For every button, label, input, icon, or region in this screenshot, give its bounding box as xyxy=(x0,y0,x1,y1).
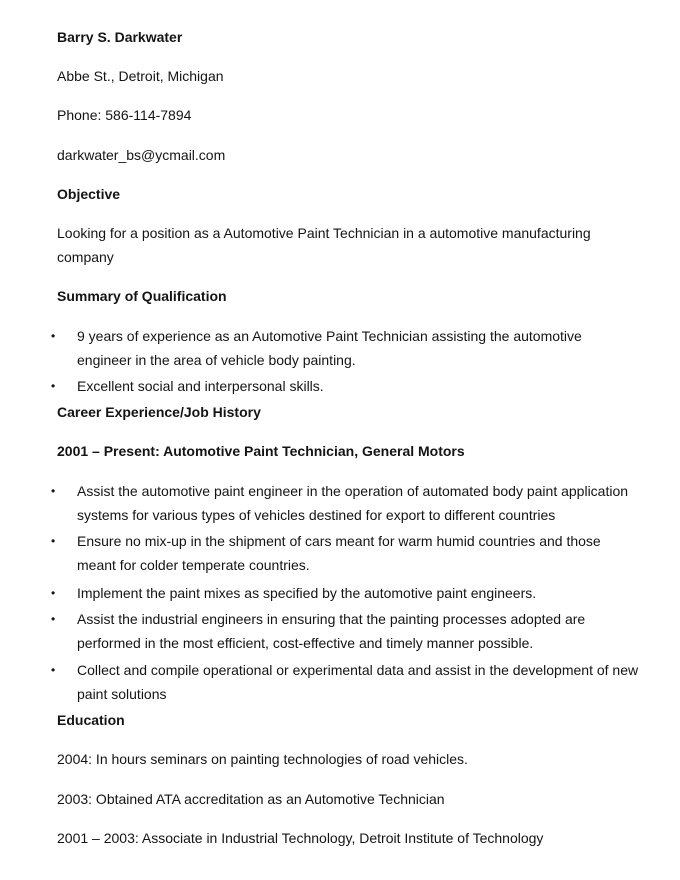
education-heading: Education xyxy=(57,712,125,728)
education-entry: 2003: Obtained ATA accreditation as an Automotive Technician xyxy=(57,791,445,807)
career-item: Implement the paint mixes as specified by the automotive paint engineers. xyxy=(77,585,537,601)
bullet-glyph: • xyxy=(51,329,56,343)
education-entry: 2004: In hours seminars on painting technologies of road vehicles. xyxy=(57,751,468,767)
career-heading: Career Experience/Job History xyxy=(57,404,261,420)
bullet-glyph: • xyxy=(51,534,56,548)
summary-item: Excellent social and interpersonal skills. xyxy=(77,378,324,394)
career-item: Ensure no mix-up in the shipment of cars meant for warm humid countries and those meant for colder temperate countries. xyxy=(77,533,601,573)
candidate-name: Barry S. Darkwater xyxy=(57,29,183,45)
objective-text: Looking for a position as a Automotive Paint Technician in a automotive manufacturing company xyxy=(57,225,591,265)
job-title: 2001 – Present: Automotive Paint Technician, General Motors xyxy=(57,443,465,459)
education-entry: 2001 – 2003: Associate in Industrial Technology, Detroit Institute of Technology xyxy=(57,830,544,846)
phone-line: Phone: 586-114-7894 xyxy=(57,107,192,123)
career-item: Collect and compile operational or experimental data and assist in the development of new paint solutions xyxy=(77,662,639,702)
career-item: Assist the industrial engineers in ensuring that the painting processes adopted are performed in the most efficient, cost-effective and timely manner possible. xyxy=(77,611,586,651)
objective-heading: Objective xyxy=(57,186,121,202)
bullet-glyph: • xyxy=(51,663,56,677)
address-line: Abbe St., Detroit, Michigan xyxy=(57,68,224,84)
summary-item: 9 years of experience as an Automotive Paint Technician assisting the automotive engineer in the area of vehicle body painting. xyxy=(77,328,582,368)
summary-heading: Summary of Qualification xyxy=(57,288,227,304)
bullet-glyph: • xyxy=(51,484,56,498)
bullet-glyph: • xyxy=(51,586,56,600)
career-item: Assist the automotive paint engineer in the operation of automated body paint application systems for various types of vehicles destined for export to different countries xyxy=(77,483,629,523)
bullet-glyph: • xyxy=(51,612,56,626)
bullet-glyph: • xyxy=(51,379,56,393)
email-line: darkwater_bs@ycmail.com xyxy=(57,147,226,163)
